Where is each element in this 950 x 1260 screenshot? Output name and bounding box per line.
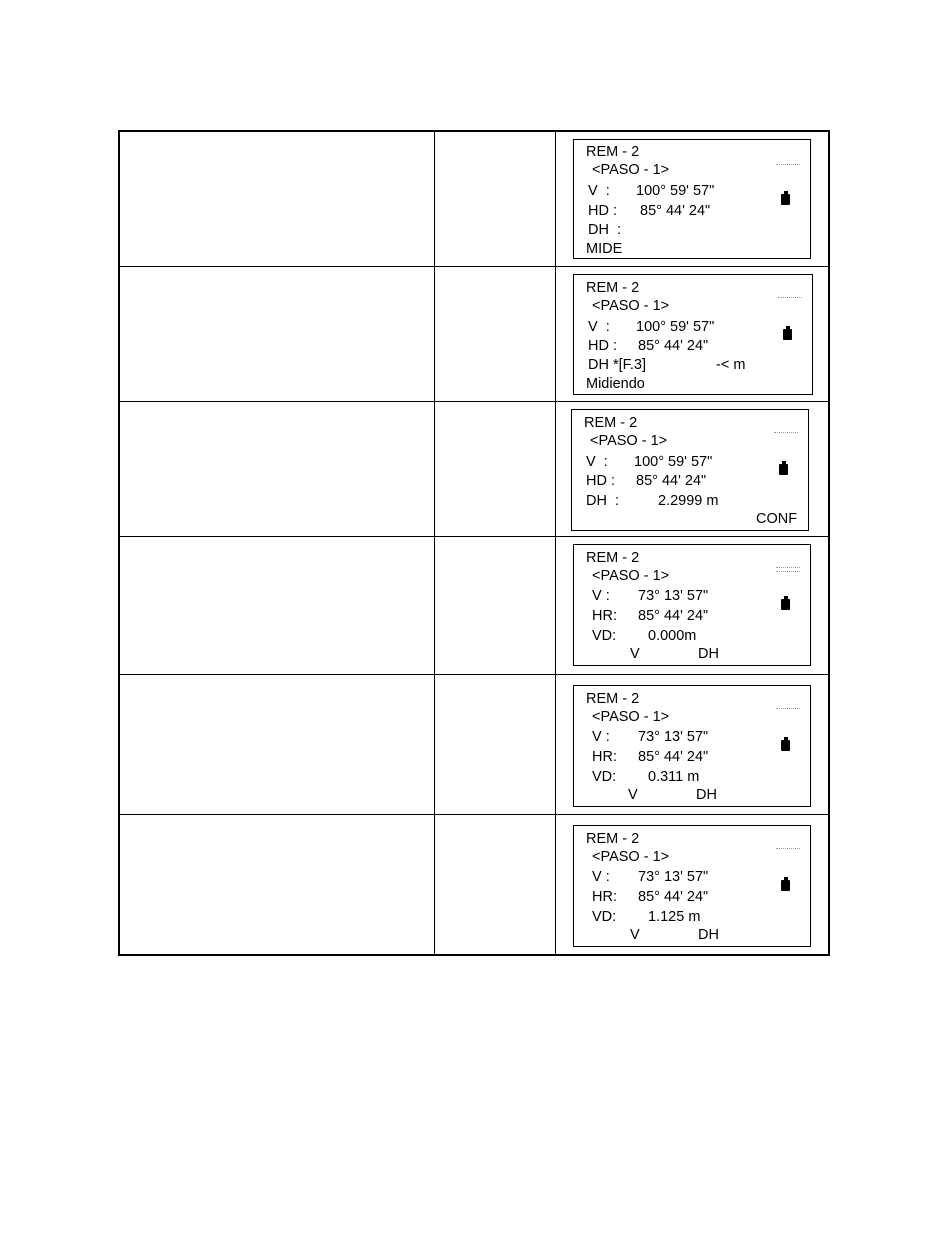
screen-step: <PASO - 1> [592, 568, 670, 584]
row-value: 1.125 m [648, 909, 701, 925]
row-label: HD : [588, 203, 617, 219]
screen-step: <PASO - 1> [592, 849, 670, 865]
row-value: 73° 13' 57" [638, 869, 709, 885]
row-value: 85° 44' 24" [636, 473, 707, 489]
status-text: MIDE [586, 241, 623, 257]
column-divider [434, 132, 435, 954]
screen-title: REM - 2 [584, 415, 638, 431]
row-value: 73° 13' 57" [638, 729, 709, 745]
row-value: 85° 44' 24" [638, 889, 709, 905]
softkey-dh[interactable]: DH [696, 787, 717, 803]
row-divider [120, 536, 828, 537]
row-label: V : [592, 869, 610, 885]
battery-icon [781, 880, 790, 891]
row-value: 2.2999 m [658, 493, 719, 509]
decorative-dots [774, 432, 798, 434]
row-label: HR: [592, 889, 617, 905]
screen-title: REM - 2 [586, 831, 640, 847]
softkey-v[interactable]: V [628, 787, 638, 803]
softkey-dh[interactable]: DH [698, 646, 719, 662]
decorative-dots [776, 164, 800, 166]
battery-icon [783, 329, 792, 340]
row-value: 85° 44' 24" [638, 338, 709, 354]
row-label: V : [592, 588, 610, 604]
row-value: 100° 59' 57" [636, 319, 715, 335]
row-label: V : [586, 454, 608, 470]
row-value: 100° 59' 57" [636, 183, 715, 199]
display-screen-6 [573, 825, 811, 947]
row-value: 85° 44' 24" [640, 203, 711, 219]
softkey-dh[interactable]: DH [698, 927, 719, 943]
column-divider [555, 132, 556, 954]
status-text: Midiendo [586, 376, 645, 392]
screen-title: REM - 2 [586, 280, 640, 296]
row-label: VD: [592, 769, 617, 785]
screen-step: <PASO - 1> [592, 298, 670, 314]
screen-title: REM - 2 [586, 550, 640, 566]
softkey-conf[interactable]: CONF [756, 511, 798, 527]
display-screen-2 [573, 274, 813, 395]
decorative-dots [778, 297, 802, 299]
battery-icon [781, 194, 790, 205]
row-label: VD: [592, 909, 617, 925]
battery-icon [781, 740, 790, 751]
row-value: 85° 44' 24" [638, 749, 709, 765]
display-screen-4 [573, 544, 811, 666]
row-value: 0.000m [648, 628, 697, 644]
screen-step: <PASO - 1> [590, 433, 668, 449]
softkey-v[interactable]: V [630, 646, 640, 662]
row-divider [120, 674, 828, 675]
display-screen-5 [573, 685, 811, 807]
screen-step: <PASO - 1> [592, 709, 670, 725]
row-value: 73° 13' 57" [638, 588, 709, 604]
row-label: DH *[F.3] [588, 357, 647, 373]
row-label: HR: [592, 749, 617, 765]
screen-title: REM - 2 [586, 691, 640, 707]
row-divider [120, 401, 828, 402]
row-divider [120, 814, 828, 815]
row-label: V : [588, 183, 610, 199]
row-divider [120, 266, 828, 267]
softkey-v[interactable]: V [630, 927, 640, 943]
decorative-dots [776, 571, 800, 573]
row-value: 0.311 m [648, 769, 700, 785]
instruction-table [118, 130, 830, 956]
display-screen-1 [573, 139, 811, 259]
battery-icon [781, 599, 790, 610]
decorative-dots [776, 848, 800, 850]
row-label: V : [592, 729, 610, 745]
row-label: V : [588, 319, 610, 335]
row-value: -< m [716, 357, 746, 373]
screen-step: <PASO - 1> [592, 162, 670, 178]
row-label: DH : [586, 493, 620, 509]
row-label: HD : [586, 473, 615, 489]
screen-title: REM - 2 [586, 144, 640, 160]
row-label: VD: [592, 628, 617, 644]
row-label: HR: [592, 608, 617, 624]
row-value: 100° 59' 57" [634, 454, 713, 470]
row-label: HD : [588, 338, 617, 354]
decorative-dots [776, 708, 800, 710]
display-screen-3 [571, 409, 809, 531]
battery-icon [779, 464, 788, 475]
row-value: 85° 44' 24" [638, 608, 709, 624]
decorative-dots [776, 567, 800, 569]
row-label: DH : [588, 222, 622, 238]
